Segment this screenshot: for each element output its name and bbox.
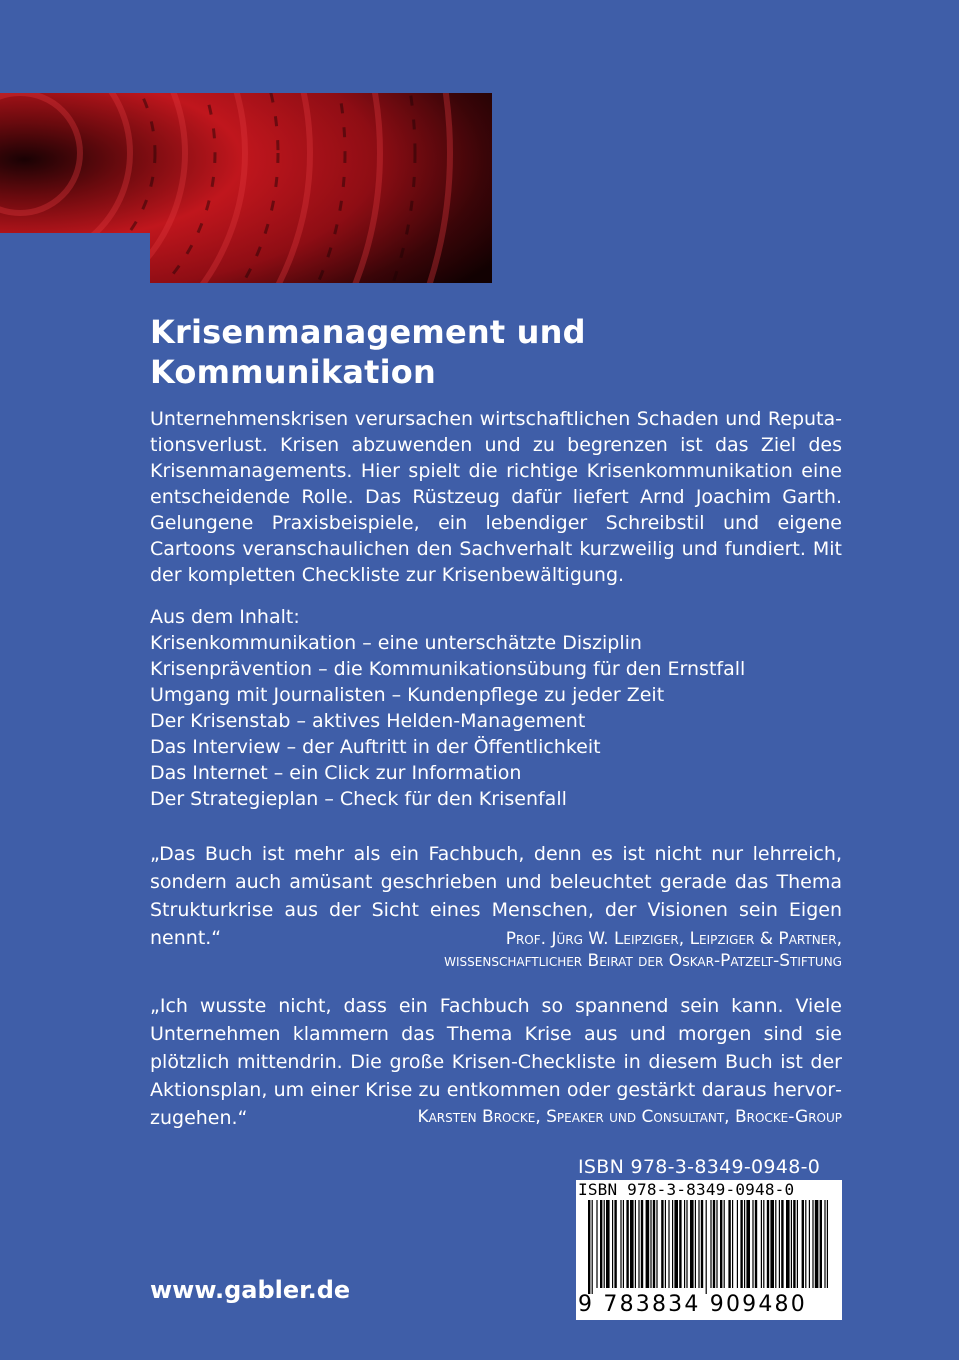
barcode-bar [755, 1200, 757, 1288]
barcode-bar [793, 1200, 795, 1288]
barcode-bar [802, 1200, 804, 1288]
barcode-bar [775, 1200, 776, 1288]
toc-item: Krisenprävention – die Kommunikationsübung für den Ernstfall [150, 658, 746, 680]
barcode-bar [763, 1200, 764, 1288]
barcode-bar [686, 1200, 687, 1288]
toc-heading: Aus dem Inhalt: [150, 606, 300, 628]
barcode-bar [809, 1200, 810, 1288]
toc-item: Der Krisenstab – aktives Helden-Management [150, 710, 586, 732]
main-content [150, 312, 842, 1128]
barcode-bar [737, 1200, 738, 1288]
barcode-bar [690, 1200, 694, 1288]
barcode-bar [630, 1200, 634, 1288]
barcode-bar [661, 1200, 663, 1288]
barcode-bar [746, 1200, 750, 1288]
barcode-bar [679, 1200, 681, 1288]
barcode-bar [684, 1200, 685, 1288]
barcode-bar [752, 1200, 753, 1288]
barcode-bar [614, 1200, 616, 1288]
barcode-bar [606, 1200, 610, 1288]
quote-attribution [150, 1106, 842, 1128]
barcode-bars [584, 1200, 834, 1294]
toc-item: Das Interview – der Auftritt in der Öffentlichkeit [150, 736, 601, 758]
barcode-bar [815, 1200, 819, 1288]
barcode-bar [665, 1200, 666, 1288]
barcode-bar [635, 1200, 636, 1288]
barcode-bar [674, 1200, 678, 1288]
barcode-bar [805, 1200, 806, 1288]
barcode-bar [710, 1200, 711, 1288]
attribution-line: wissenschaftlicher Beirat der Oskar-Patzelt-Stiftung [444, 951, 842, 971]
barcode-bar [820, 1200, 822, 1288]
barcode-bar [706, 1200, 707, 1294]
barcode-bar [668, 1200, 669, 1288]
barcode [576, 1180, 842, 1320]
barcode-bar [779, 1200, 780, 1288]
barcode-bar [744, 1200, 745, 1288]
toc-item: Das Internet – ein Click zur Information [150, 762, 522, 784]
toc-list [150, 630, 842, 812]
barcode-bar [791, 1200, 792, 1288]
barcode-bar [592, 1200, 593, 1294]
barcode-bar [713, 1200, 715, 1288]
barcode-bar [786, 1200, 790, 1288]
quote-text: „Das Buch ist mehr als ein Fachbuch, denn es ist nicht nur lehrreich, sondern auch amüsant geschrieben und beleuchtet gerade das Thema Strukturkrise aus der Sicht eines Menschen, der Visionen sein Eigen nennt.“ [150, 843, 842, 949]
barcode-bar [732, 1200, 733, 1288]
barcode-bar [701, 1200, 703, 1288]
barcode-bar [653, 1200, 655, 1288]
toc-item: Der Strategieplan – Check für den Krisenfall [150, 788, 567, 810]
barcode-bar [656, 1200, 657, 1288]
barcode-bar [827, 1200, 828, 1288]
cover-image [0, 93, 492, 283]
barcode-bar [740, 1200, 742, 1288]
barcode-bar [596, 1200, 597, 1288]
quote-attribution [150, 928, 842, 972]
barcode-bar [588, 1200, 590, 1294]
barcode-bar [646, 1200, 650, 1288]
barcode-bar [638, 1200, 639, 1288]
barcode-bar [604, 1200, 605, 1288]
barcode-bar [728, 1200, 730, 1288]
barcode-bar [650, 1200, 651, 1288]
barcode-bar [641, 1200, 643, 1288]
barcode-bar [812, 1200, 813, 1288]
abstract-red-image [0, 93, 492, 283]
barcode-bar [620, 1200, 621, 1288]
toc-item: Umgang mit Journalisten – Kundenpflege zu jeder Zeit [150, 684, 665, 706]
barcode-bar [724, 1200, 725, 1288]
barcode-bar [797, 1200, 798, 1288]
barcode-bar [612, 1200, 613, 1288]
review-quote-1 [150, 840, 842, 972]
barcode-bar [767, 1200, 769, 1288]
barcode-bar [824, 1200, 825, 1288]
barcode-bar [626, 1200, 628, 1288]
barcode-bar [698, 1200, 699, 1288]
intro-paragraph: Unternehmenskrisen verursachen wirtschaftlichen Schaden und Reputationsverlust. Krisen abzuwenden und zu begrenzen ist das Ziel des Krisenmanagements. Hier spielt die richtige Krisenkommunikation eine entscheidende Rolle. Das Rüstzeug dafür liefert Arnd Joachim Garth. Gelungene Praxisbeispiele, ein lebendiger Schreibstil und eigene Cartoons veranschaulichen den Sachverhalt kurzweilig und fundiert. Mit der kompletten Checkliste zur Krisenbewältigung. [150, 408, 842, 586]
barcode-bar [781, 1200, 783, 1288]
barcode-bar [695, 1200, 696, 1288]
barcode-digits: 9 783834 909480 [578, 1292, 807, 1317]
toc-item: Krisenkommunikation – eine unterschätzte Disziplin [150, 632, 642, 654]
barcode-isbn-text: ISBN 978-3-8349-0948-0 [578, 1180, 795, 1199]
barcode-bar [672, 1200, 673, 1288]
barcode-bar [600, 1200, 602, 1288]
quote-text: „Ich wusste nicht, dass ein Fachbuch so spannend sein kann. Viele Unternehmen klammern das Thema Krise aus und morgen sind sie plötzlich mittendrin. Die große Krisen-Checkliste in diesem Buch ist der Aktionsplan, um einer Krise zu entkommen oder gestärkt daraus hervorzugehen.“ [150, 995, 842, 1129]
publisher-website: www.gabler.de [150, 1276, 351, 1304]
barcode-bar [720, 1200, 722, 1288]
barcode-bar [716, 1200, 717, 1288]
barcode-bar [770, 1200, 774, 1288]
table-of-contents [150, 604, 842, 812]
barcode-bar [761, 1200, 762, 1288]
attribution-line: Prof. Jürg W. Leipziger, Leipziger & Partner, [505, 929, 842, 949]
isbn-label: ISBN 978-3-8349-0948-0 [578, 1156, 821, 1178]
barcode-bar [623, 1200, 624, 1288]
book-title: Krisenmanagement und Kommunikation [150, 313, 586, 391]
review-quote-2 [150, 992, 842, 1128]
attribution-line: Karsten Brocke, Speaker und Consultant, Brocke-Group [417, 1107, 842, 1127]
